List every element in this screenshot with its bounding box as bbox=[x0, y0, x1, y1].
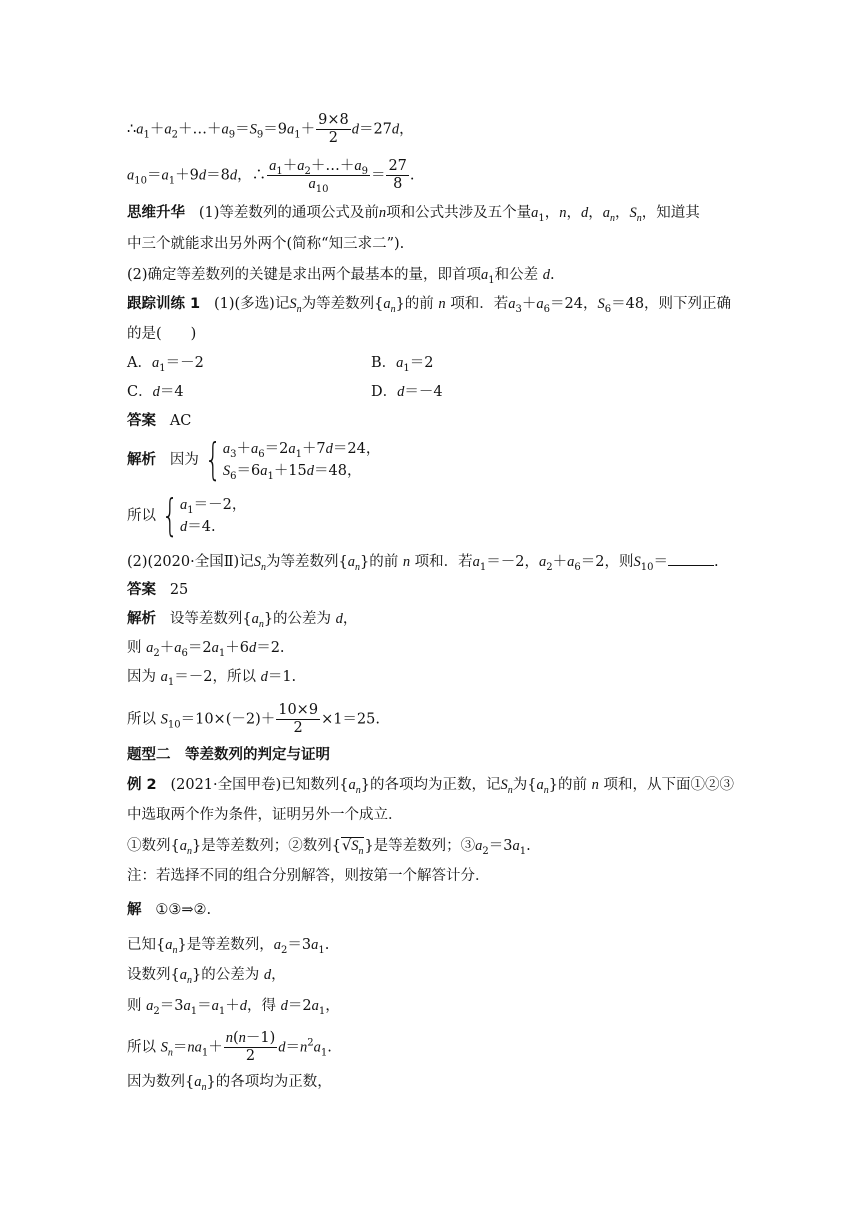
step-line: 所以 $S_{10}=10\times(-2)+$ $\frac{10\times 9}{2}$ ×1＝25. bbox=[127, 702, 380, 736]
analysis-2: 解析 设等差数列$\{a_n\}$的公差为 d， bbox=[127, 611, 358, 630]
fraction: $\frac{9\times 8}{2}$ bbox=[318, 112, 349, 146]
summary-paragraph-line2: 中三个就能求出另外两个(简称“知三求二”). bbox=[127, 236, 405, 252]
option-b: B．$a_1=2$ bbox=[371, 355, 434, 374]
equation-system: $a_3+a_6=2a_1+7d=24$， $S_6=6a_1+15d=48$， bbox=[222, 441, 381, 482]
example-2-line1: 例 2 (2021·全国甲卷)已知数列$\{a_n\}$的各项均为正数，记$S_n$为$\{a_n\}$的前 n 项和，从下面①②③ bbox=[127, 777, 734, 796]
answer-blank bbox=[668, 551, 714, 566]
exercise-title: 跟踪训练 1 bbox=[127, 296, 201, 312]
fraction: $\frac{a_1+a_2+\dots+a_9}{a_{10}}$ bbox=[269, 158, 368, 195]
section-heading: 题型二 等差数列的判定与证明 bbox=[127, 747, 330, 763]
example-title: 例 2 bbox=[127, 777, 157, 793]
proof-line: 设数列$\{a_n\}$的公差为 d， bbox=[127, 967, 286, 986]
left-brace: { bbox=[204, 434, 222, 485]
fraction: $\frac{10\times 9}{2}$ bbox=[278, 702, 319, 736]
question-2: (2)(2020·全国Ⅱ)记$S_n$为等差数列$\{a_n\}$的前 n 项和．若$a_1=-2$，$a_2+a_6=2$，则$S_{10}=$ . bbox=[127, 551, 719, 572]
option-c: C．d＝4 bbox=[127, 384, 184, 400]
proof-line: 则 $a_2=3a_1=a_1+d$，得 $d=2a_1$， bbox=[127, 998, 340, 1017]
left-brace: { bbox=[161, 490, 179, 541]
equation-system: $a_1=-2$， d＝4. bbox=[180, 497, 247, 535]
note-line: 注：若选择不同的组合分别解答，则按第一个解答计分． bbox=[127, 868, 490, 884]
analysis-1: 解析 因为 { $a_3+a_6=2a_1+7d=24$， $S_6=6a_1+15d=48$， bbox=[127, 434, 381, 485]
proof-line: 所以 $S_n=na_1+$ $\frac{n(n-1)}{2}$ $d=n^2a_1$. bbox=[127, 1030, 332, 1064]
fraction: $\frac{n(n-1)}{2}$ bbox=[225, 1030, 276, 1064]
proof-line: 因为数列$\{a_n\}$的各项均为正数， bbox=[127, 1074, 332, 1093]
fraction: $\frac{27}{8}$ bbox=[388, 158, 407, 192]
sqrt-sign: $√S_n$ bbox=[341, 838, 364, 857]
option-a: A．$a_1=-2$ bbox=[127, 355, 204, 374]
equation-ratio-line: $a_{10}=a_1+9d=8d$，∴ $\frac{a_1+a_2+\dots+a_9}{a_{10}}$ ＝ $\frac{27}{8}$ . bbox=[127, 158, 415, 195]
summary-paragraph-line3: (2)确定等差数列的关键是求出两个最基本的量，即首项$a_1$和公差 d. bbox=[127, 267, 555, 286]
exercise-question-line1: 跟踪训练 1 (1)(多选)记$S_n$为等差数列$\{a_n\}$的前 n 项和．若$a_3+a_6=24$，$S_6=48$，则下列正确 bbox=[127, 296, 732, 315]
proof-line: 已知$\{a_n\}$是等差数列，$a_2=3a_1$. bbox=[127, 937, 330, 956]
exercise-question-line2: 的是( ) bbox=[127, 326, 197, 342]
solution-start: 解 ①③⇒②. bbox=[127, 902, 212, 918]
answer-2: 答案 25 bbox=[127, 582, 189, 598]
equation-sum-line: $\therefore a_1+a_2+\dots+a_9=S_9=9a_1+$ $\frac{9\times 8}{2}$ d＝27d， bbox=[127, 112, 414, 146]
answer-1: 答案 AC bbox=[127, 413, 192, 429]
example-2-line2: 中选取两个作为条件，证明另外一个成立． bbox=[127, 807, 403, 823]
therefore-1: 所以 { $a_1=-2$， d＝4. bbox=[127, 490, 247, 541]
step-line: 则 $a_2+a_6=2a_1+6d=2$. bbox=[127, 640, 285, 659]
step-line: 因为 $a_1=-2$，所以 d＝1. bbox=[127, 669, 297, 688]
summary-title: 思维升华 bbox=[127, 205, 185, 221]
summary-paragraph-line1: 思维升华 (1)等差数列的通项公式及前n项和公式共涉及五个量$a_1$，n，d，$a_n$，$S_n$，知道其 bbox=[127, 205, 700, 224]
conditions-line: ①数列$\{a_n\}$是等差数列；②数列$\{√S_n\}$是等差数列；$③a_2=3a_1$. bbox=[127, 838, 531, 857]
option-d: D．d＝－4 bbox=[371, 384, 443, 400]
